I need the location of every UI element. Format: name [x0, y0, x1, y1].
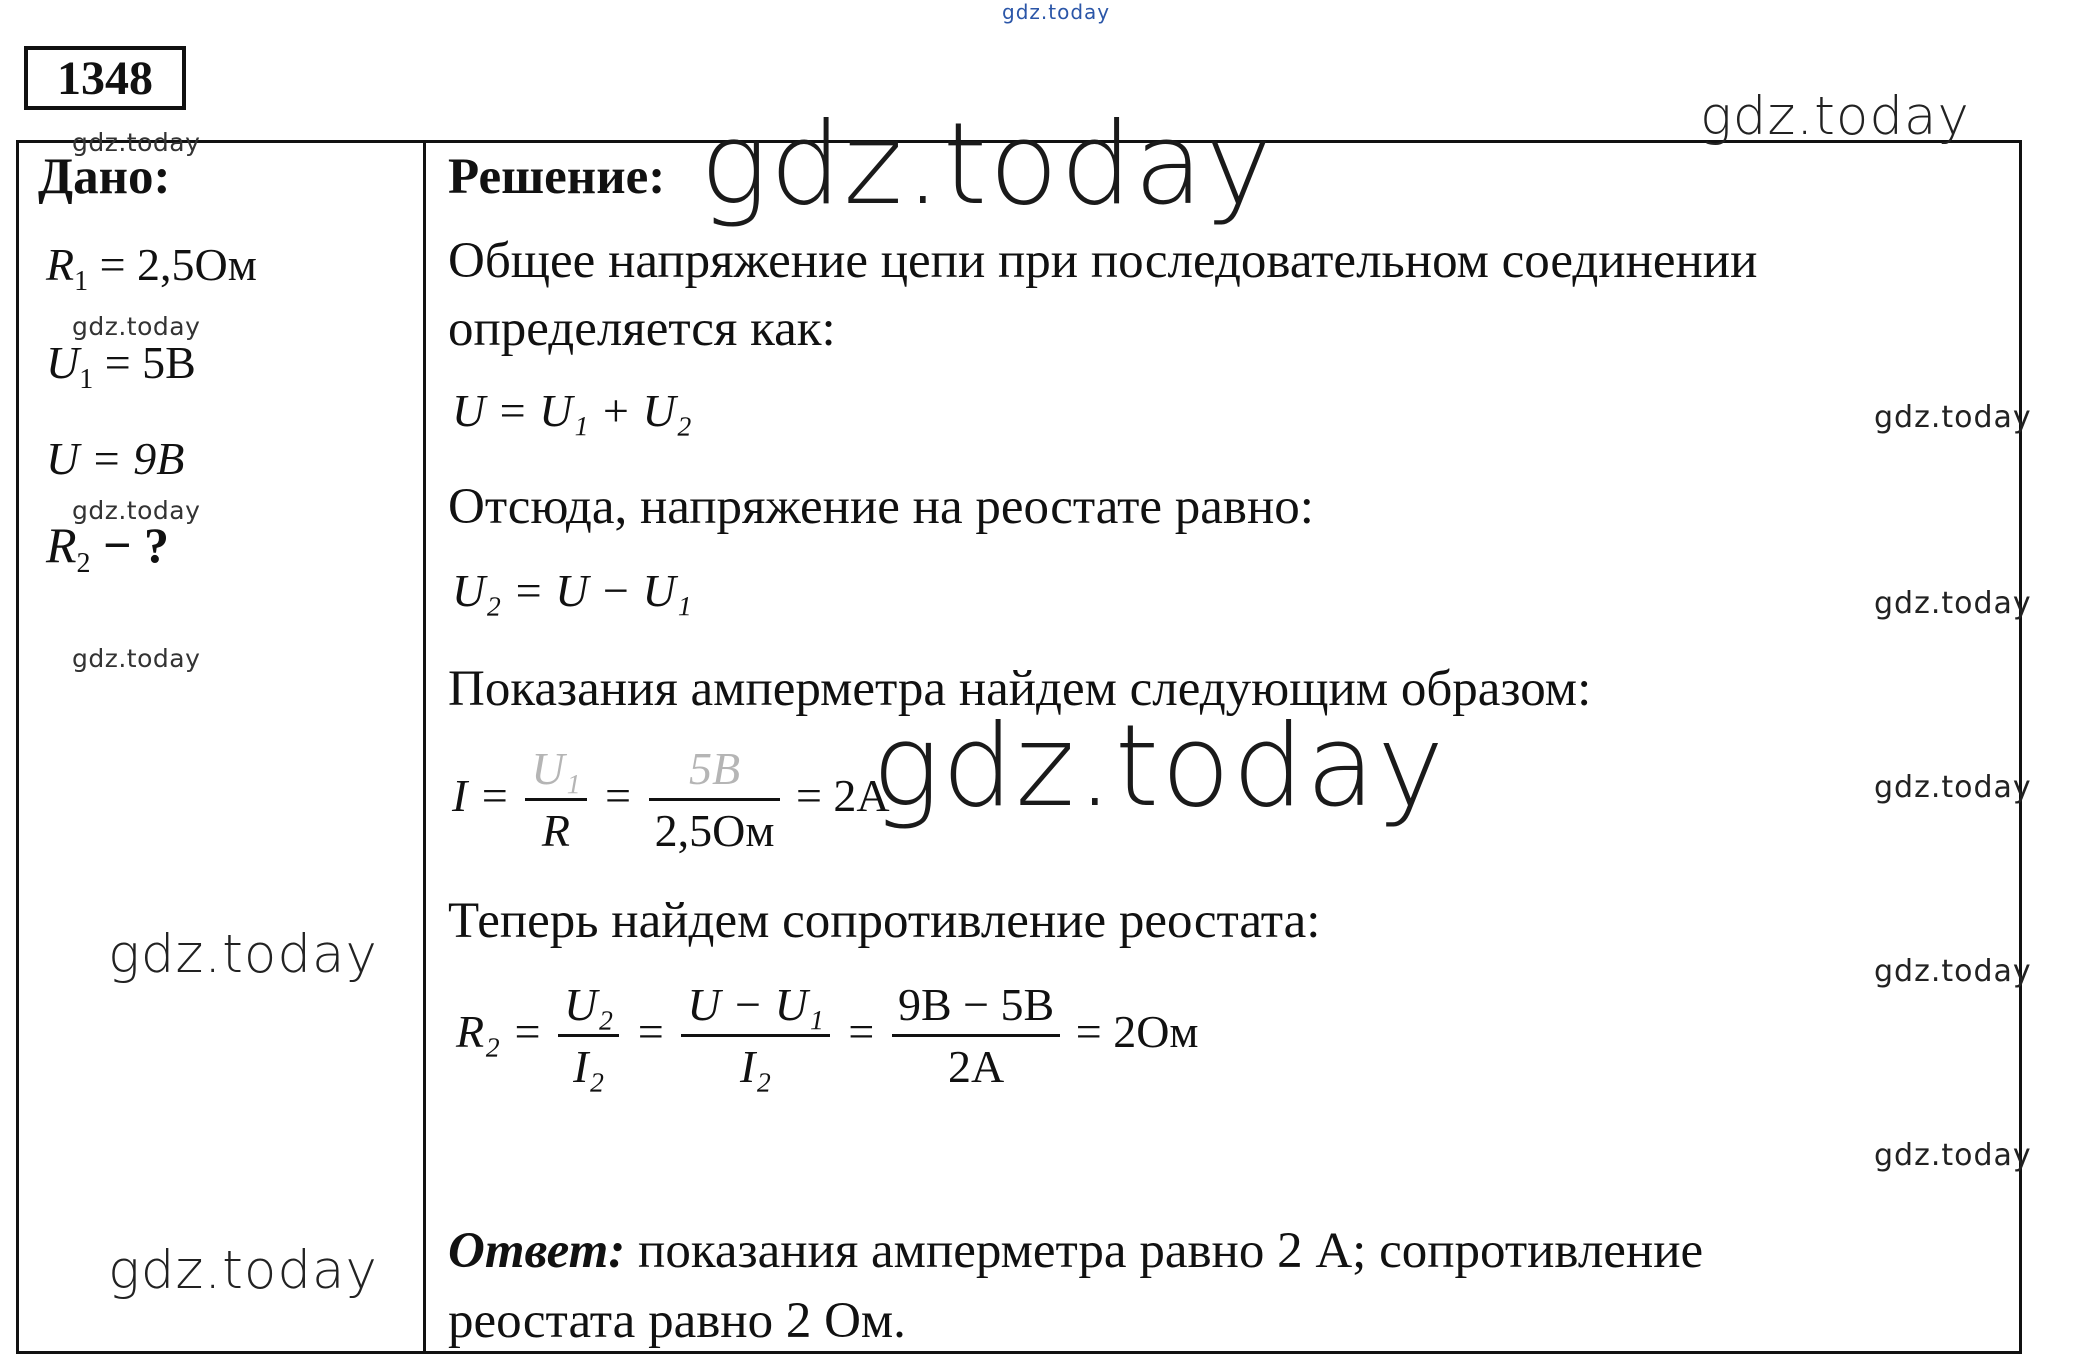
watermark-small-2: gdz.today: [72, 312, 201, 341]
answer-line1: Ответ: показания амперметра равно 2 А; сопротивление: [448, 1223, 1704, 1279]
watermark-right-5: gdz.today: [1874, 1138, 2032, 1173]
watermark-right-3: gdz.today: [1874, 770, 2032, 805]
solution-heading: Решение:: [448, 149, 666, 205]
answer-label: Ответ:: [448, 1223, 626, 1279]
equation-rheostat-voltage: U₂ = U − U₁: [452, 565, 692, 616]
watermark-small-1: gdz.today: [72, 128, 201, 157]
watermark-right-2: gdz.today: [1874, 586, 2032, 621]
given-u: U = 9В: [46, 433, 185, 484]
given-u1: $U_1 = 5В$: [46, 337, 196, 395]
given-heading: Дано:: [38, 149, 171, 205]
watermark-small-4: gdz.today: [72, 644, 201, 673]
equation-current: I = $\frac{\text{U₁}}{R}$ = $\frac{5В}{2,5Ом}$ = 2А: [452, 740, 890, 861]
watermark-small-3: gdz.today: [72, 496, 201, 525]
answer-line2: реостата равно 2 Ом.: [448, 1293, 906, 1349]
solution-para4: Теперь найдем сопротивление реостата:: [448, 893, 1321, 949]
watermark-top-right: gdz.today: [1700, 86, 1970, 147]
equation-total-voltage: U = U₁ + U₂: [452, 385, 692, 436]
given-r1: $R_1 = 2,5Ом$: [46, 239, 257, 297]
watermark-large-1: gdz.today: [700, 98, 1275, 230]
watermark-right-1: gdz.today: [1874, 400, 2032, 435]
watermark-left-2: gdz.today: [108, 1240, 378, 1301]
problem-number: 1348: [24, 46, 186, 110]
watermark-large-2: gdz.today: [872, 700, 1447, 832]
watermark-right-4: gdz.today: [1874, 954, 2032, 989]
given-r2-unknown: $R_2$ − ?: [46, 517, 170, 579]
column-divider: [423, 140, 426, 1354]
watermark-top: gdz.today: [1002, 0, 1111, 24]
solution-para1-line1: Общее напряжение цепи при последовательном соединении: [448, 233, 1758, 289]
equation-resistance: R₂ = $\frac{\text{U₂}}{\text{I₂}}$ = $\frac{\text{U − U₁}}{\text{I₂}}$ = $\frac{9В - 5В}{2А}$ = 2Ом: [456, 976, 1199, 1097]
solution-para1-line2: определяется как:: [448, 301, 836, 357]
watermark-left-1: gdz.today: [108, 924, 378, 985]
solution-para2: Отсюда, напряжение на реостате равно:: [448, 479, 1314, 535]
solution-para3-text: Показания амперметра найдем следующим образом:: [448, 661, 1592, 717]
